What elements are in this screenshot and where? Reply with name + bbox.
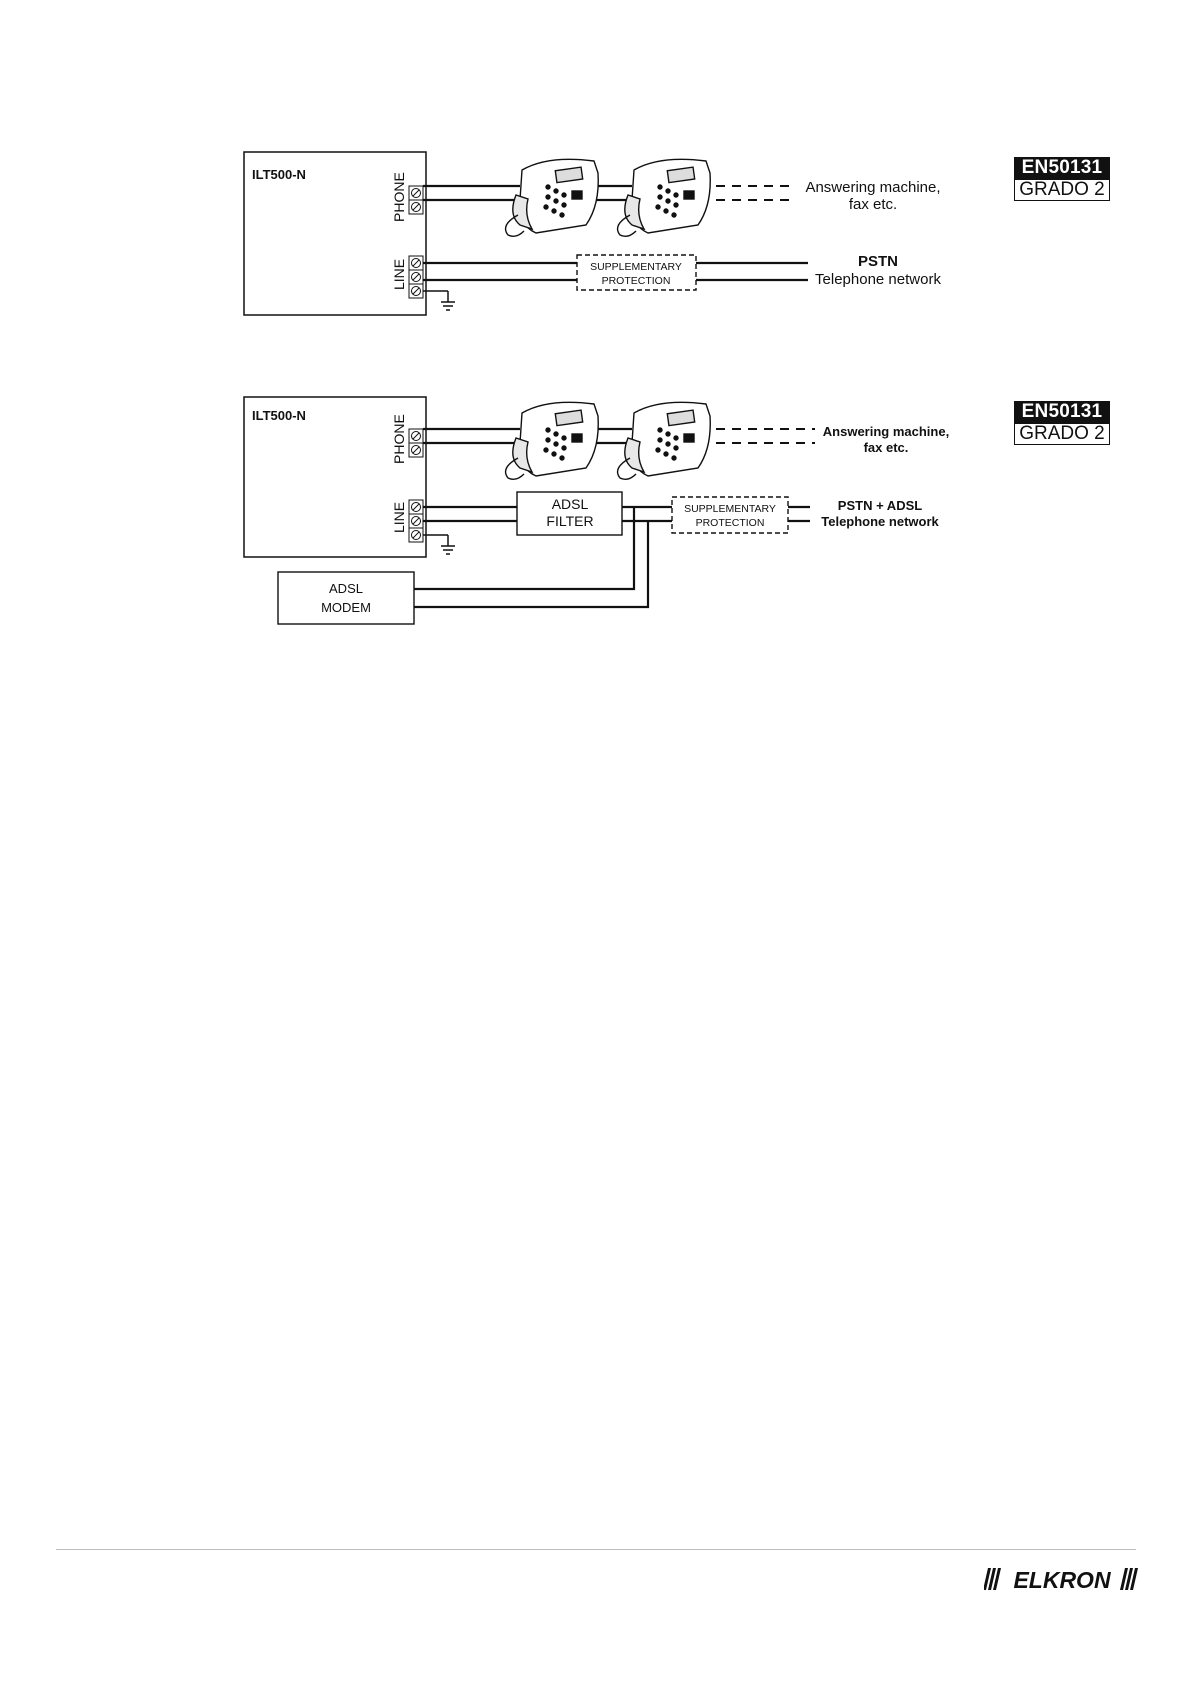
en50131-badge [1014,401,1110,445]
badge-grade: GRADO 2 [1014,423,1110,445]
screw-terminal-icon [409,284,423,298]
device-label: ILT500-N [252,408,306,423]
en50131-badge [1014,157,1110,201]
line-terminal-label: LINE [391,258,407,290]
wiring-diagram-adsl [0,380,1191,640]
screw-terminal-icon [409,270,423,284]
dashed-extension-wires [700,429,815,443]
screw-terminal-icon [409,256,423,270]
devices-label-line2: fax etc. [863,440,909,455]
footer-divider [56,1549,1136,1550]
protection-label-line1: SUPPLEMENTARY [684,503,776,515]
dashed-extension-wires [700,186,795,200]
badge-standard: EN50131 [1014,157,1110,179]
badge-grade: GRADO 2 [1014,179,1110,201]
screw-terminal-icon [409,514,423,528]
modem-label-line2: MODEM [321,600,371,615]
wiring-diagram-pstn [0,140,1191,340]
devices-label-line1: Answering machine, [822,424,950,439]
phone-terminal-label: PHONE [391,414,407,464]
network-label-line1: PSTN + ADSL [837,498,923,513]
elkron-logo [984,1563,1139,1595]
telephone-icon [618,159,711,236]
network-label-line2: Telephone network [815,271,941,288]
phone-terminal-label: PHONE [391,172,407,222]
brand-name: ELKRON [1013,1567,1111,1593]
adsl-modem-box [278,572,414,624]
badge-standard: EN50131 [1014,401,1110,423]
wiring-diagram-pstn-canvas [0,140,1191,340]
protection-label-line2: PROTECTION [695,517,765,529]
telephone-icon [506,159,599,236]
network-label-line2: Telephone network [821,514,939,529]
telephone-icon [618,402,711,479]
protection-label-line2: PROTECTION [601,275,671,287]
screw-terminal-icon [409,200,423,214]
modem-label-line1: ADSL [329,581,363,596]
screw-terminal-icon [409,528,423,542]
screw-terminal-icon [409,429,423,443]
ground-icon [423,535,455,554]
filter-label-line2: FILTER [546,513,594,529]
ground-icon [423,291,455,310]
telephone-icon [506,402,599,479]
wiring-diagram-adsl-canvas [0,380,1191,640]
network-label-line1: PSTN [857,253,899,270]
screw-terminal-icon [409,186,423,200]
device-label: ILT500-N [252,167,306,182]
protection-label-line1: SUPPLEMENTARY [590,261,682,273]
devices-label-line2: fax etc. [848,196,898,213]
line-terminal-label: LINE [391,501,407,533]
devices-label-line1: Answering machine, [805,179,941,196]
filter-label-line1: ADSL [551,496,589,512]
screw-terminal-icon [409,500,423,514]
screw-terminal-icon [409,443,423,457]
